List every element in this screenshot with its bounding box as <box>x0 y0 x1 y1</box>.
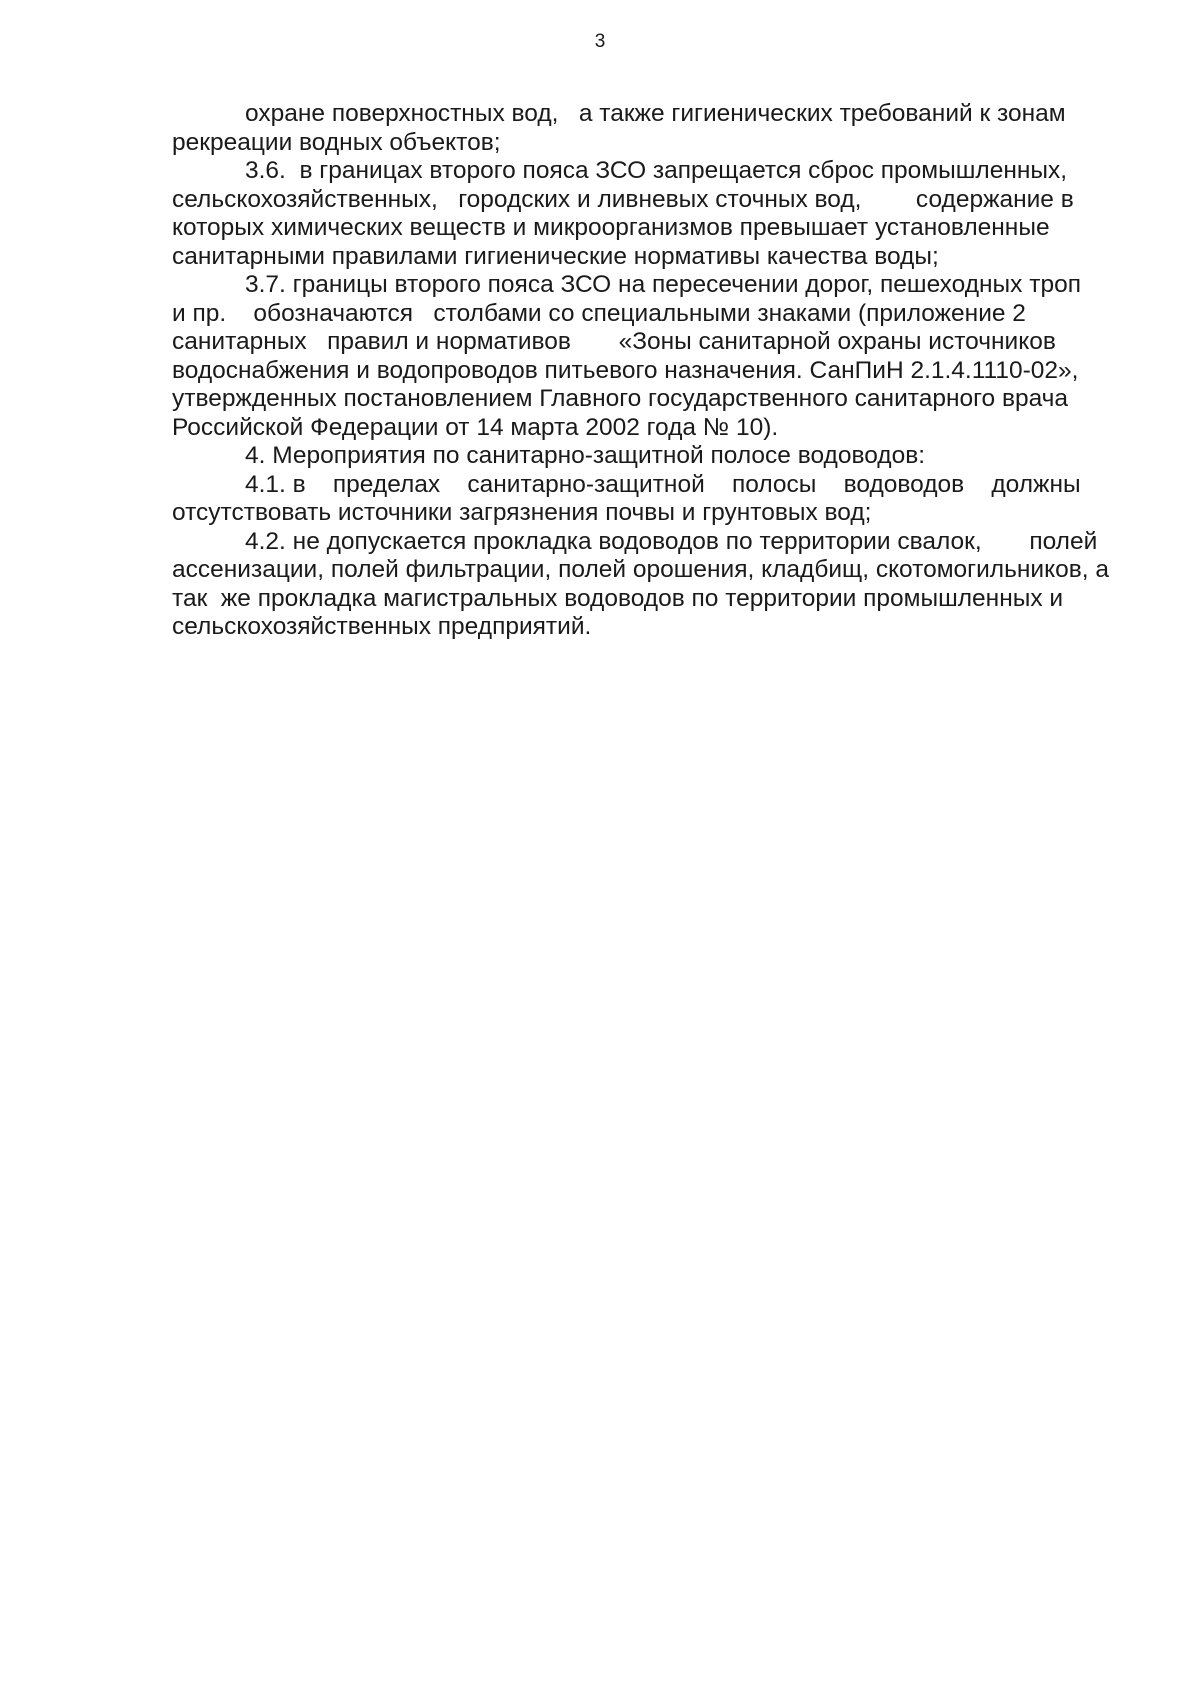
text-line: так же прокладка магистральных водоводов по территории промышленных и <box>172 584 1064 612</box>
text-line: 4.1. в пределах санитарно-защитной полосы водоводов должны <box>245 470 1081 498</box>
text-line: сельскохозяйственных, городских и ливневых сточных вод, содержание в <box>172 185 1074 213</box>
text-line: ассенизации, полей фильтрации, полей орошения, кладбищ, скотомогильников, а <box>172 556 1109 583</box>
text-line: Российской Федерации от 14 марта 2002 года № 10). <box>172 413 779 441</box>
text-line: водоснабжения и водопроводов питьевого назначения. СанПиН 2.1.4.1110-02», <box>172 356 1079 384</box>
text-line: сельскохозяйственных предприятий. <box>172 613 592 640</box>
page-number: 3 <box>594 31 606 52</box>
text-line: 4. Мероприятия по санитарно-защитной полосе водоводов: <box>245 442 926 469</box>
document-body <box>172 100 1192 642</box>
text-line: санитарных правил и нормативов «Зоны санитарной охраны источников <box>172 328 1056 355</box>
text-line: которых химических веществ и микроорганизмов превышает установленные <box>172 214 1050 241</box>
text-line: охране поверхностных вод, а также гигиенических требований к зонам <box>245 100 1066 127</box>
text-line: утвержденных постановлением Главного государственного санитарного врача <box>172 385 1069 412</box>
text-line: 3.7. границы второго пояса ЗСО на пересечении дорог, пешеходных троп <box>245 271 1081 298</box>
text-line: 3.6. в границах второго пояса ЗСО запрещается сброс промышленных, <box>245 157 1068 184</box>
text-line: 4.2. не допускается прокладка водоводов по территории свалок, полей <box>245 527 1098 555</box>
text-line: и пр. обозначаются столбами со специальными знаками (приложение 2 <box>172 299 1026 327</box>
text-line: отсутствовать источники загрязнения почвы и грунтовых вод; <box>172 499 872 526</box>
text-line: санитарными правилами гигиенические нормативы качества воды; <box>172 242 939 270</box>
text-line: рекреации водных объектов; <box>172 128 501 156</box>
